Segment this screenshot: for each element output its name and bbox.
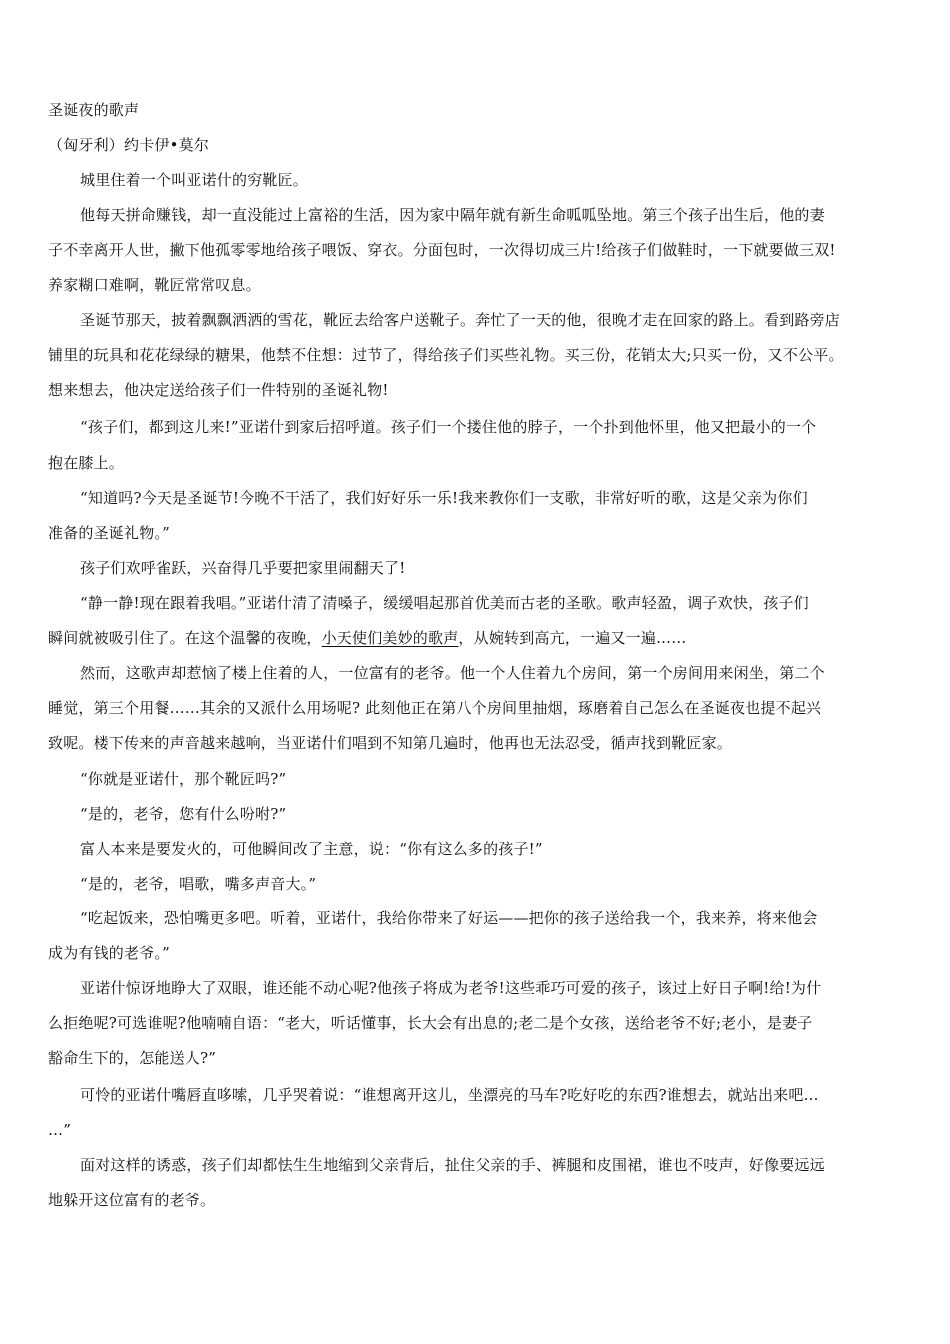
line-text: ，从婉转到高亢，一遍又一遍…… bbox=[458, 629, 687, 647]
paragraph-line: 铺里的玩具和花花绿绿的糖果，他禁不住想：过节了，得给孩子们买些礼物。买三份，花销太大;只买一份，又不公平。 bbox=[48, 346, 844, 364]
paragraph-line: 成为有钱的老爷。” bbox=[48, 944, 170, 962]
paragraph-line: 致呢。楼下传来的声音越来越响，当亚诺什们唱到不知第几遍时，他再也无法忍受，循声找到靴匠家。 bbox=[48, 734, 733, 752]
line-text: 瞬间就被吸引住了。在这个温馨的夜晚， bbox=[48, 629, 322, 647]
paragraph-line: 想来想去，他决定送给孩子们一件特别的圣诞礼物! bbox=[48, 381, 389, 399]
paragraph-line: “是的，老爷，唱歌，嘴多声音大。” bbox=[80, 875, 317, 893]
paragraph-line: 圣诞节那天，披着飘飘洒洒的雪花，靴匠去给客户送靴子。奔忙了一天的他，很晚才走在回家的路上。看到路旁店 bbox=[80, 311, 841, 329]
paragraph-line: “吃起饭来，恐怕嘴更多吧。听着，亚诺什，我给你带来了好运——把你的孩子送给我一个，我来养，将来他会 bbox=[80, 909, 818, 927]
paragraph-line: …” bbox=[48, 1121, 72, 1139]
story-title: 圣诞夜的歌声 bbox=[48, 101, 140, 119]
paragraph-line: 然而，这歌声却惹恼了楼上住着的人，一位富有的老爷。他一个人住着九个房间，第一个房间用来闲坐，第二个 bbox=[80, 664, 825, 682]
paragraph-line: “你就是亚诺什，那个靴匠吗?” bbox=[80, 770, 287, 788]
paragraph-line: 养家糊口难啊，靴匠常常叹息。 bbox=[48, 276, 261, 294]
paragraph-line: 地躲开这位富有的老爷。 bbox=[48, 1191, 216, 1209]
paragraph-line: 可怜的亚诺什嘴唇直哆嗦，几乎哭着说：“谁想离开这儿，坐漂亮的马车?吃好吃的东西?谁想去，就站出来吧… bbox=[80, 1086, 819, 1104]
paragraph-line: 抱在膝上。 bbox=[48, 454, 125, 472]
paragraph-line: 孩子们欢呼雀跃，兴奋得几乎要把家里闹翻天了! bbox=[80, 559, 406, 577]
paragraph-line bbox=[48, 628, 686, 648]
paragraph-line: 富人本来是要发火的，可他瞬间改了主意，说：“你有这么多的孩子!” bbox=[80, 840, 543, 858]
paragraph-line: “静一静!现在跟着我唱。”亚诺什清了清嗓子，缓缓唱起那首优美而古老的圣歌。歌声轻盈，调子欢快，孩子们 bbox=[80, 594, 809, 612]
paragraph-line: 准备的圣诞礼物。” bbox=[48, 524, 170, 542]
paragraph-line: 睡觉，第三个用餐……其余的又派什么用场呢? 此刻他正在第八个房间里抽烟，琢磨着自己怎么在圣诞夜也提不起兴 bbox=[48, 699, 822, 717]
paragraph-line: 面对这样的诱惑，孩子们却都怯生生地缩到父亲背后，扯住父亲的手、裤腿和皮围裙，谁也不吱声，好像要远远 bbox=[80, 1156, 825, 1174]
underlined-phrase: 小天使们美妙的歌声 bbox=[321, 629, 459, 647]
paragraph-line: 他每天拼命赚钱，却一直没能过上富裕的生活，因为家中隔年就有新生命呱呱坠地。第三个孩子出生后，他的妻 bbox=[80, 206, 825, 224]
story-author: （匈牙利）约卡伊•莫尔 bbox=[48, 136, 210, 154]
paragraph-line: 子不幸离开人世，撇下他孤零零地给孩子喂饭、穿衣。分面包时，一次得切成三片!给孩子们做鞋时，一下就要做三双! bbox=[48, 241, 836, 259]
paragraph-line: 城里住着一个叫亚诺什的穷靴匠。 bbox=[80, 171, 309, 189]
paragraph-line: 么拒绝呢?可选谁呢?他喃喃自语：“老大，听话懂事，长大会有出息的;老二是个女孩，送给老爷不好;老小，是妻子 bbox=[48, 1014, 813, 1032]
paragraph-line: 豁命生下的，怎能送人?” bbox=[48, 1049, 217, 1067]
paragraph-line: “孩子们，都到这儿来!”亚诺什到家后招呼道。孩子们一个搂住他的脖子，一个扑到他怀里，他又把最小的一个 bbox=[80, 418, 817, 436]
paragraph-line: 亚诺什惊讶地睁大了双眼，谁还能不动心呢?他孩子将成为老爷!这些乖巧可爱的孩子，该过上好日子啊!给!为什 bbox=[80, 979, 822, 997]
paragraph-line: “是的，老爷，您有什么吩咐?” bbox=[80, 805, 287, 823]
paragraph-line: “知道吗?今天是圣诞节!今晚不干活了，我们好好乐一乐!我来教你们一支歌，非常好听的歌，这是父亲为你们 bbox=[80, 489, 808, 507]
